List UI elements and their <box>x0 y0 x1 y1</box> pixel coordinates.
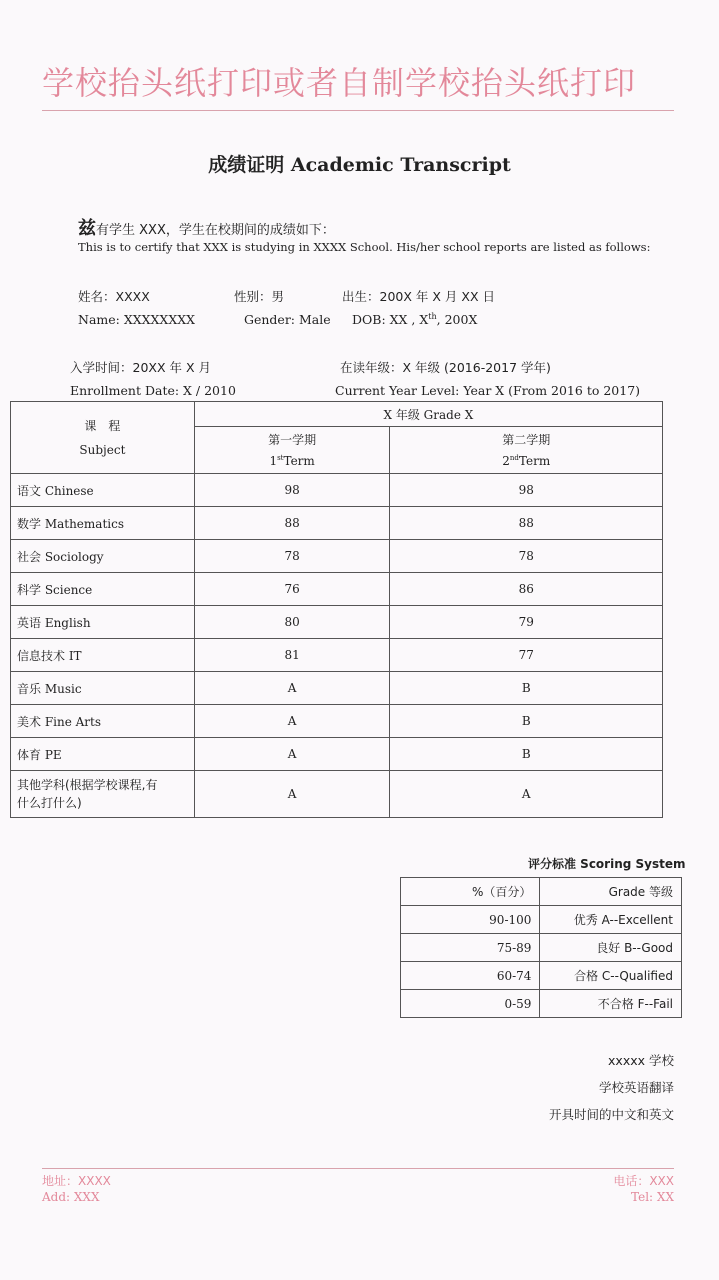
scoring-row <box>401 962 682 990</box>
pct-header: %（百分） <box>401 878 540 906</box>
enroll-cn: 入学时间：20XX 年 X 月 <box>70 360 212 375</box>
header-divider <box>42 110 674 111</box>
signature-school: xxxxx 学校 <box>608 1053 674 1068</box>
score-range: 60-74 <box>401 962 540 990</box>
score-range: 0-59 <box>401 990 540 1018</box>
term1-header <box>194 427 390 474</box>
table-row <box>11 705 663 738</box>
transcript-table <box>10 401 663 818</box>
term2-header <box>390 427 663 474</box>
intro-en: This is to certify that XXX is studying in XXXX School. His/her school reports are listed as follows: <box>78 240 651 254</box>
table-row <box>11 573 663 606</box>
footer-address-en: Add: XXX <box>42 1190 100 1204</box>
term1-score: A <box>194 672 390 705</box>
subject-cell: 科学 Science <box>11 573 195 606</box>
table-row <box>11 540 663 573</box>
scoring-header-row <box>401 878 682 906</box>
term1-sup: st <box>277 453 284 462</box>
term1-score: A <box>194 705 390 738</box>
subject-cell: 语文 Chinese <box>11 474 195 507</box>
subject-cell: 社会 Sociology <box>11 540 195 573</box>
term1-score: 80 <box>194 606 390 639</box>
enroll-en: Enrollment Date: X / 2010 <box>70 383 236 398</box>
term1-score: A <box>194 771 390 818</box>
subject-cell: 美术 Fine Arts <box>11 705 195 738</box>
term2-num: 2 <box>502 453 510 468</box>
scoring-title: 评分标准 Scoring System <box>528 857 686 871</box>
term2-en <box>396 449 656 470</box>
term2-score: B <box>390 672 663 705</box>
term1-score: 81 <box>194 639 390 672</box>
subject-cell: 体育 PE <box>11 738 195 771</box>
intro-cn <box>78 214 335 240</box>
dob-en-pre: DOB: XX , X <box>352 312 429 328</box>
intro-cn-lead: 兹 <box>78 218 96 239</box>
table-row <box>11 639 663 672</box>
grade-level-header: Grade 等级 <box>540 878 682 906</box>
term2-score: A <box>390 771 663 818</box>
footer-tel-cn: 电话：XXX <box>613 1174 674 1188</box>
term2-score: B <box>390 738 663 771</box>
term2-score: 88 <box>390 507 663 540</box>
dob-en-sup: th <box>428 312 437 321</box>
dob-en <box>352 312 477 327</box>
table-row <box>11 474 663 507</box>
scoring-row <box>401 990 682 1018</box>
grade-header: X 年级 Grade X <box>194 402 662 427</box>
name-en: Name: XXXXXXXX <box>78 312 196 327</box>
gender-en: Gender: Male <box>244 312 331 327</box>
term2-score: 78 <box>390 540 663 573</box>
term1-num: 1 <box>269 453 278 468</box>
dob-cn: 出生：200X 年 X 月 XX 日 <box>342 289 495 304</box>
subject-header-cn: 课 程 <box>84 418 121 433</box>
signature-date: 开具时间的中文和英文 <box>548 1107 674 1122</box>
page-title: 成绩证明 Academic Transcript <box>208 154 511 176</box>
table-row <box>11 672 663 705</box>
table-header-row <box>11 402 663 427</box>
term1-score: 78 <box>194 540 390 573</box>
term1-score: A <box>194 738 390 771</box>
subject-line2: 什么打什么) <box>17 796 82 810</box>
footer-divider <box>42 1168 674 1169</box>
scoring-row <box>401 934 682 962</box>
term1-score: 76 <box>194 573 390 606</box>
signature-translation: 学校英语翻译 <box>598 1080 674 1095</box>
scoring-row <box>401 906 682 934</box>
subject-line1: 其他学科(根据学校课程,有 <box>17 778 158 792</box>
term2-score: 79 <box>390 606 663 639</box>
table-row <box>11 738 663 771</box>
subject-cell <box>11 771 195 818</box>
dob-en-post: , 200X <box>436 312 478 328</box>
scoring-table <box>400 877 682 1018</box>
term2-cn: 第二学期 <box>502 432 551 447</box>
name-cn: 姓名：XXXX <box>78 289 150 304</box>
score-range: 90-100 <box>401 906 540 934</box>
term1-cn: 第一学期 <box>268 432 317 447</box>
table-row <box>11 771 663 818</box>
term1-en <box>201 449 384 470</box>
intro-cn-rest: 有学生 XXX，学生在校期间的成绩如下： <box>96 223 335 238</box>
subject-cell: 音乐 Music <box>11 672 195 705</box>
term2-sup: nd <box>509 453 519 462</box>
term2-score: B <box>390 705 663 738</box>
footer-tel-en: Tel: XX <box>631 1190 674 1204</box>
term2-score: 77 <box>390 639 663 672</box>
level-en: Current Year Level: Year X (From 2016 to 2017) <box>335 383 641 398</box>
term2-score: 86 <box>390 573 663 606</box>
subject-cell: 英语 English <box>11 606 195 639</box>
score-grade: 良好 B--Good <box>540 934 682 962</box>
term2-score: 98 <box>390 474 663 507</box>
score-grade: 优秀 A--Excellent <box>540 906 682 934</box>
subject-header <box>11 402 195 474</box>
term2-word: Term <box>518 453 551 468</box>
subject-cell: 数学 Mathematics <box>11 507 195 540</box>
subject-header-en: Subject <box>79 442 126 457</box>
term1-score: 88 <box>194 507 390 540</box>
table-row <box>11 507 663 540</box>
term1-score: 98 <box>194 474 390 507</box>
subject-cell: 信息技术 IT <box>11 639 195 672</box>
score-grade: 合格 C--Qualified <box>540 962 682 990</box>
table-row <box>11 606 663 639</box>
gender-cn: 性别：男 <box>234 289 285 304</box>
score-range: 75-89 <box>401 934 540 962</box>
letterhead: 学校抬头纸打印或者自制学校抬头纸打印 <box>42 64 637 102</box>
level-cn: 在读年级：X 年级 (2016-2017 学年) <box>340 360 551 375</box>
term1-word: Term <box>283 453 315 468</box>
score-grade: 不合格 F--Fail <box>540 990 682 1018</box>
footer-address-cn: 地址：XXXX <box>42 1174 111 1188</box>
